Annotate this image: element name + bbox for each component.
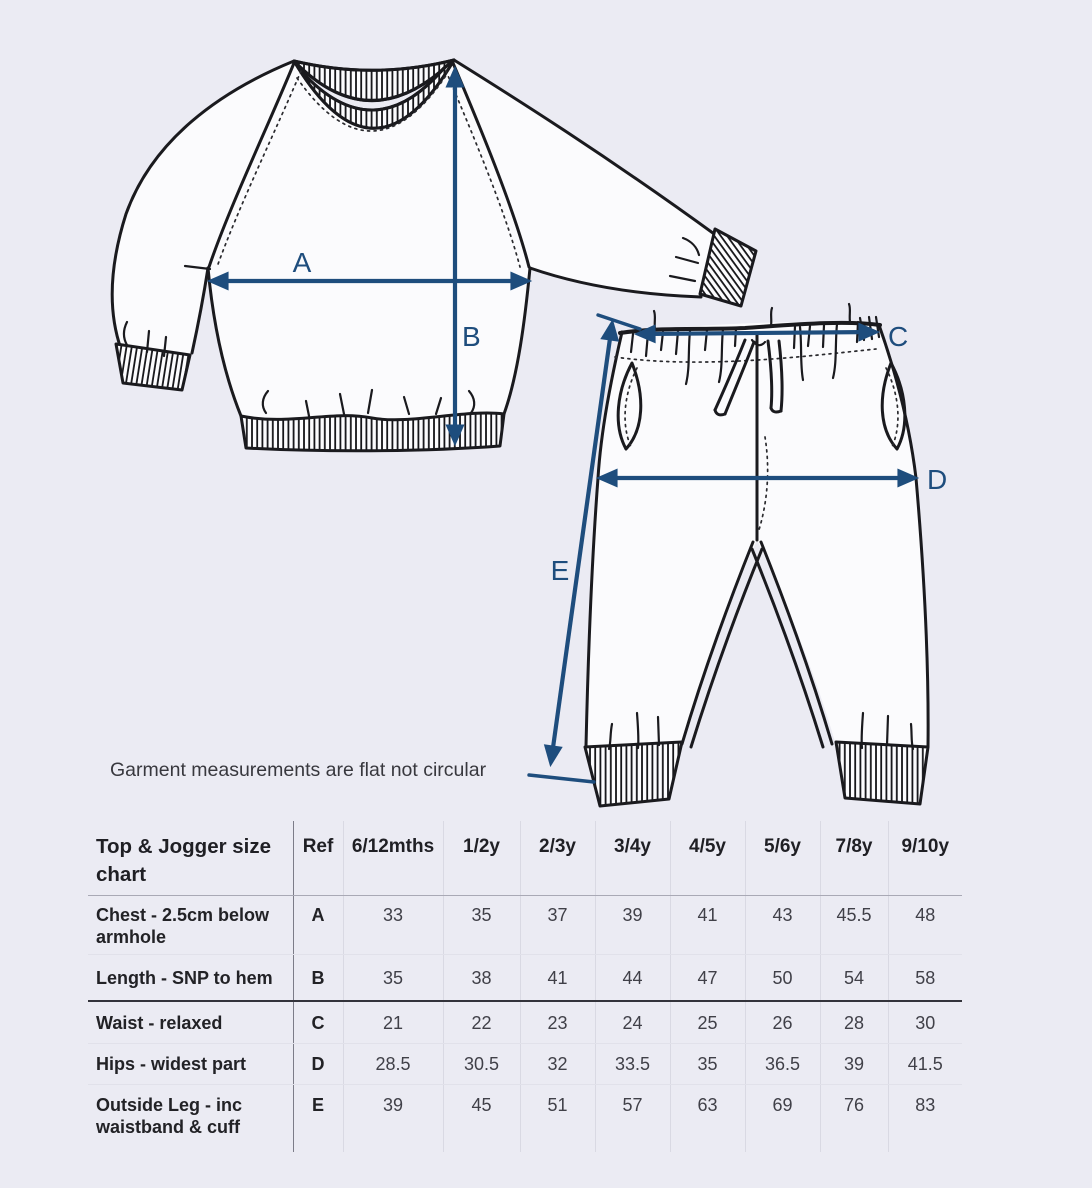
size-value: 36.5	[745, 1044, 820, 1085]
size-value: 41	[670, 896, 745, 955]
arrow-E-top-tick	[598, 315, 640, 329]
size-value: 44	[595, 955, 670, 1002]
size-value: 48	[888, 896, 962, 955]
size-value: 28.5	[343, 1044, 443, 1085]
size-value: 41.5	[888, 1044, 962, 1085]
arrow-E-bottom-tick	[529, 775, 594, 782]
size-chart-title: Top & Jogger size chart	[88, 821, 293, 896]
size-header: 3/4y	[595, 821, 670, 896]
size-header: 9/10y	[888, 821, 962, 896]
size-value: 57	[595, 1085, 670, 1153]
size-value: 54	[820, 955, 888, 1002]
size-value: 39	[343, 1085, 443, 1153]
row-ref: A	[293, 896, 343, 955]
size-header: 5/6y	[745, 821, 820, 896]
size-value: 22	[443, 1001, 520, 1044]
size-value: 50	[745, 955, 820, 1002]
size-header: 2/3y	[520, 821, 595, 896]
row-ref: E	[311, 1095, 324, 1115]
size-value: 35	[670, 1044, 745, 1085]
size-value: 33.5	[595, 1044, 670, 1085]
joggers-drawing	[585, 304, 928, 806]
size-value: 32	[520, 1044, 595, 1085]
size-value: 45	[443, 1085, 520, 1153]
size-header: 6/12mths	[343, 821, 443, 896]
row-label: Chest - 2.5cm below armhole	[88, 896, 293, 955]
row-label: Length - SNP to hem	[88, 955, 293, 1002]
size-value: 41	[520, 955, 595, 1002]
measurement-note: Garment measurements are flat not circular	[110, 759, 487, 781]
row-ref: C	[293, 1001, 343, 1044]
size-value: 47	[670, 955, 745, 1002]
size-header: 4/5y	[670, 821, 745, 896]
table-row	[88, 1085, 962, 1153]
size-chart-table	[88, 821, 962, 1152]
size-value: 35	[343, 955, 443, 1002]
size-value: 69	[745, 1085, 820, 1153]
size-value: 76	[820, 1085, 888, 1153]
table-row	[88, 955, 962, 1002]
size-value: 24	[595, 1001, 670, 1044]
size-value: 30	[888, 1001, 962, 1044]
size-value: 83	[888, 1085, 962, 1153]
size-value: 23	[520, 1001, 595, 1044]
size-chart-header-row	[88, 821, 962, 896]
ref-header: Ref	[293, 821, 343, 896]
size-value: 39	[595, 896, 670, 955]
row-ref: D	[293, 1044, 343, 1085]
size-header: 7/8y	[820, 821, 888, 896]
size-value: 28	[820, 1001, 888, 1044]
size-value: 63	[670, 1085, 745, 1153]
label-C: C	[888, 321, 909, 352]
size-value: 37	[520, 896, 595, 955]
size-value: 26	[745, 1001, 820, 1044]
size-value: 21	[343, 1001, 443, 1044]
row-ref: B	[293, 955, 343, 1002]
size-value: 30.5	[443, 1044, 520, 1085]
label-E: E	[550, 555, 570, 586]
label-A: A	[292, 247, 312, 278]
table-row	[88, 896, 962, 955]
size-value: 45.5	[820, 896, 888, 955]
row-label: Hips - widest part	[88, 1044, 293, 1085]
label-B: B	[462, 321, 481, 352]
size-value: 33	[343, 896, 443, 955]
size-value: 43	[745, 896, 820, 955]
size-value: 58	[888, 955, 962, 1002]
size-value: 35	[443, 896, 520, 955]
size-value: 39	[820, 1044, 888, 1085]
label-D: D	[927, 464, 948, 495]
size-header: 1/2y	[443, 821, 520, 896]
size-value: 38	[443, 955, 520, 1002]
size-value: 25	[670, 1001, 745, 1044]
size-value: 51	[520, 1085, 595, 1153]
table-row	[88, 1001, 962, 1044]
table-row	[88, 1044, 962, 1085]
row-label: Waist - relaxed	[88, 1001, 293, 1044]
row-label: Outside Leg - inc waistband & cuff	[88, 1085, 293, 1153]
arrow-C-waist	[639, 332, 875, 334]
